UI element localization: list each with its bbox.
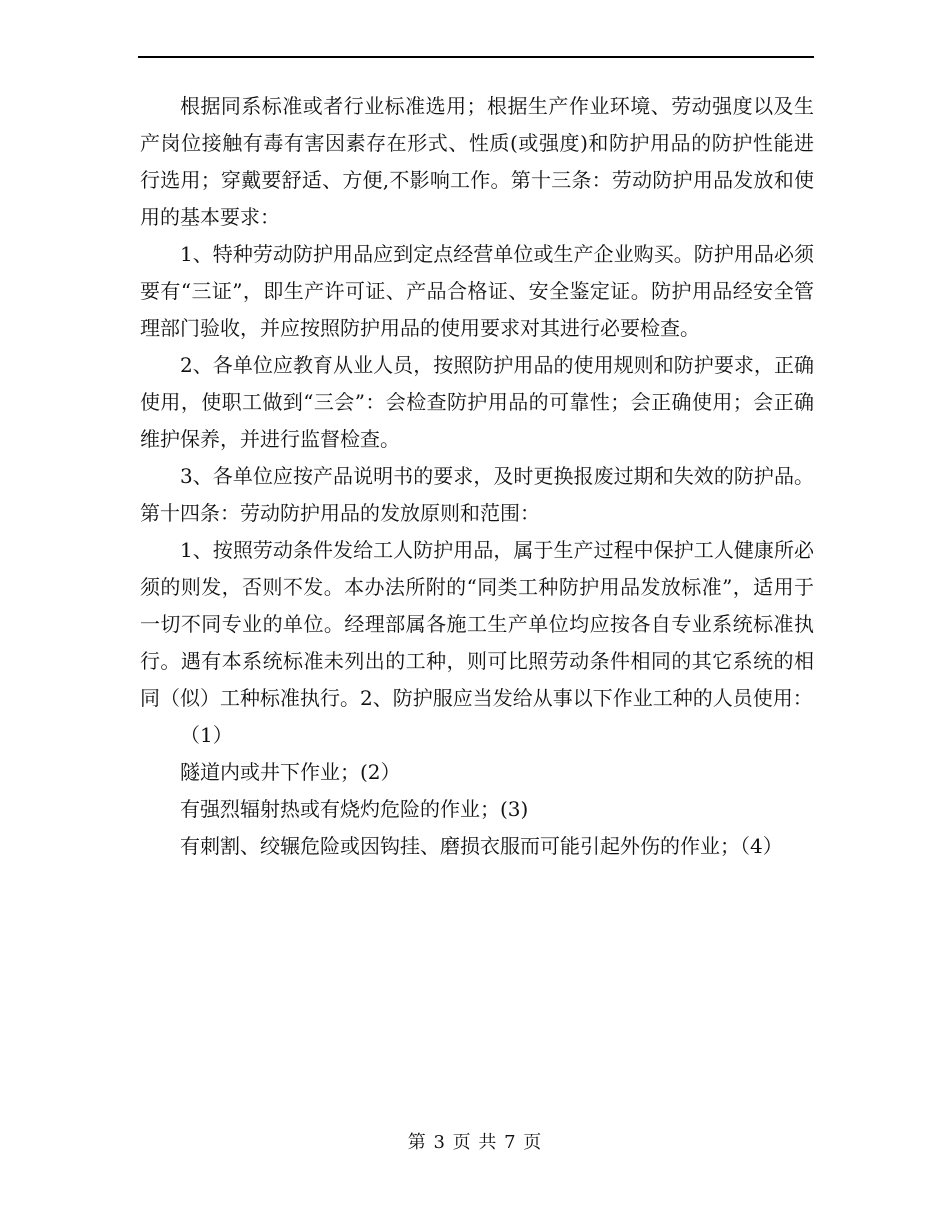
document-body [140,88,814,865]
list-item-cut-injury-work: 有刺割、绞辗危险或因钩挂、磨损衣服而可能引起外伤的作业；（4） [180,834,783,858]
paragraph-item-1-purchase: 1、特种劳动防护用品应到定点经营单位或生产企业购买。防护用品必须要有“三证”，即生产许可证、产品合格证、安全鉴定证。防护用品经安全管理部门验收，并应按照防护用品的使用要求对其进行必要检查。 [140,242,814,340]
list-item-tunnel-work: 隧道内或井下作业；(2） [180,760,401,784]
list-item-radiant-heat-work: 有强烈辐射热或有烧灼危险的作业；(3) [180,797,529,821]
paragraph-item-2-education: 2、各单位应教育从业人员，按照防护用品的使用规则和防护要求，正确使用，使职工做到“三会”：会检查防护用品的可靠性；会正确使用；会正确维护保养，并进行监督检查。 [140,353,814,451]
paragraph-item-3-replacement: 3、各单位应按产品说明书的要求，及时更换报废过期和失效的防护品。第十四条：劳动防护用品的发放原则和范围： [140,464,814,525]
paragraph-issue-principles: 1、按照劳动条件发给工人防护用品，属于生产过程中保护工人健康所必须的则发，否则不发。本办法所附的“同类工种防护用品发放标准”，适用于一切不同专业的单位。经理部属各施工生产单位均应按各自专业系统标准执行。遇有本系统标准未列出的工种，则可比照劳动条件相同的其它系统的相同（似）工种标准执行。2、防护服应当发给从事以下作业工种的人员使用： [140,538,814,710]
page-number-footer: 第 3 页 共 7 页 [407,1132,543,1153]
list-marker-1: （1） [180,723,233,747]
paragraph-selection-basis: 根据同系标准或者行业标准选用；根据生产作业环境、劳动强度以及生产岗位接触有毒有害因素存在形式、性质(或强度)和防护用品的防护性能进行选用；穿戴要舒适、方便,不影响工作。第十三条：劳动防护用品发放和使用的基本要求： [140,94,814,229]
header-rule [138,56,814,58]
